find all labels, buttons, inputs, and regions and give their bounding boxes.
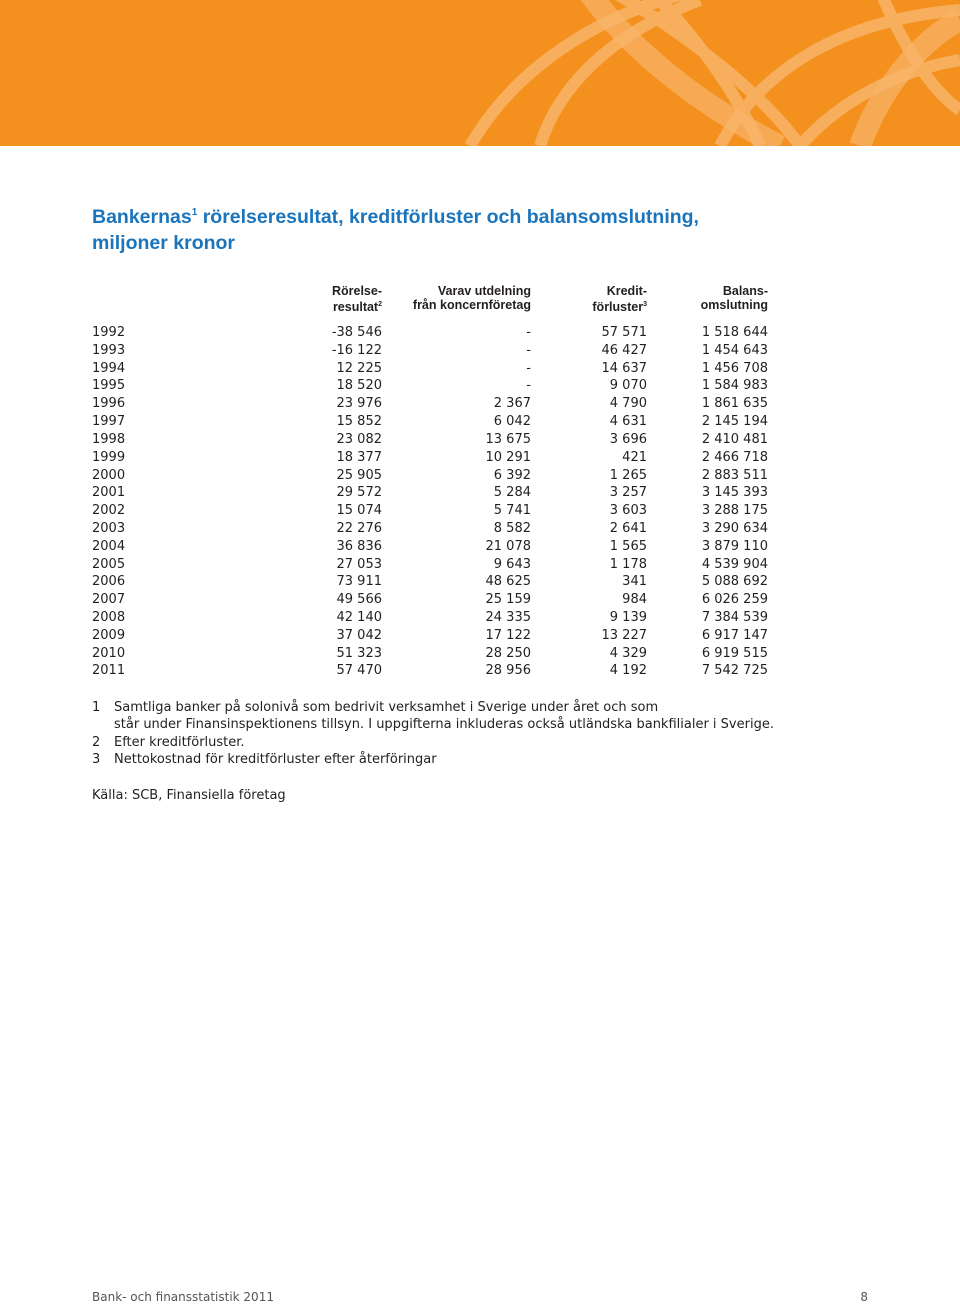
- result-cell: 15 074: [336, 503, 382, 518]
- result-cell: 73 911: [336, 574, 382, 589]
- balance-cell: 2 466 718: [701, 450, 768, 465]
- year-cell: 2010: [92, 646, 126, 661]
- column-header-result: [332, 284, 382, 314]
- result-cell: 25 905: [336, 468, 382, 483]
- column-header-balance: [701, 284, 768, 312]
- dividend-cell: 21 078: [485, 539, 531, 554]
- year-cell: 1994: [92, 361, 126, 376]
- footnote-text: [114, 699, 814, 733]
- header-text: resultat: [332, 300, 379, 314]
- table-title: [92, 200, 852, 256]
- footnote-number: 2: [92, 735, 101, 750]
- table-row: [0, 502, 960, 520]
- year-cell: 2006: [92, 574, 126, 589]
- header-text: Kredit-: [606, 284, 647, 298]
- table-row: [0, 395, 960, 413]
- balance-cell: 3 145 393: [701, 485, 768, 500]
- balance-cell: 5 088 692: [701, 574, 768, 589]
- table-row: [0, 538, 960, 556]
- balance-cell: 7 542 725: [701, 663, 768, 678]
- result-cell: 18 377: [336, 450, 382, 465]
- table-row: [0, 556, 960, 574]
- table-row: [0, 449, 960, 467]
- year-cell: 2001: [92, 485, 126, 500]
- table-row: [0, 431, 960, 449]
- result-cell: 49 566: [336, 592, 382, 607]
- header-text: Rörelse-: [331, 284, 382, 298]
- balance-cell: 6 917 147: [701, 628, 768, 643]
- dividend-cell: 6 042: [493, 414, 531, 429]
- footnote-1: [92, 699, 812, 733]
- title-text-line2: miljoner kronor: [92, 232, 236, 254]
- footnote-number: 3: [92, 752, 101, 767]
- page-number: 8: [860, 1290, 868, 1304]
- credit-losses-cell: 2 641: [609, 521, 647, 536]
- dividend-cell: 24 335: [485, 610, 531, 625]
- credit-losses-cell: 1 178: [609, 557, 647, 572]
- dividend-cell: 28 250: [485, 646, 531, 661]
- dividend-cell: 5 284: [493, 485, 531, 500]
- table-row: [0, 377, 960, 395]
- dividend-cell: 28 956: [485, 663, 531, 678]
- table-row: [0, 484, 960, 502]
- credit-losses-cell: 9 139: [609, 610, 647, 625]
- dividend-cell: 2 367: [493, 396, 531, 411]
- balance-cell: 1 861 635: [701, 396, 768, 411]
- footnote-2: [92, 734, 812, 751]
- year-cell: 2003: [92, 521, 126, 536]
- table-row: [0, 360, 960, 378]
- dividend-cell: 5 741: [493, 503, 531, 518]
- table-row: [0, 520, 960, 538]
- footnote-text-line: Samtliga banker på solonivå som bedrivit verksamhet i Sverige under året och som: [114, 700, 659, 715]
- credit-losses-cell: 1 265: [609, 468, 647, 483]
- result-cell: 51 323: [336, 646, 382, 661]
- result-cell: 29 572: [336, 485, 382, 500]
- year-cell: 1993: [92, 343, 126, 358]
- balance-cell: 6 026 259: [701, 592, 768, 607]
- dividend-cell: 17 122: [485, 628, 531, 643]
- balance-cell: 1 454 643: [701, 343, 768, 358]
- table-row: [0, 342, 960, 360]
- credit-losses-cell: 4 329: [609, 646, 647, 661]
- dividend-cell: 25 159: [485, 592, 531, 607]
- balance-cell: 3 290 634: [701, 521, 768, 536]
- result-cell: 27 053: [336, 557, 382, 572]
- result-cell: 15 852: [336, 414, 382, 429]
- year-cell: 1997: [92, 414, 126, 429]
- decorative-arcs: [0, 0, 960, 146]
- table-row: [0, 627, 960, 645]
- title-text-part2: rörelseresultat, kreditförluster och balansomslutning,: [197, 206, 699, 228]
- credit-losses-cell: 13 227: [601, 628, 647, 643]
- credit-losses-cell: 57 571: [601, 325, 647, 340]
- balance-cell: 2 883 511: [701, 468, 768, 483]
- balance-cell: 3 288 175: [701, 503, 768, 518]
- dividend-cell: 9 643: [493, 557, 531, 572]
- year-cell: 2011: [92, 663, 126, 678]
- result-cell: 57 470: [336, 663, 382, 678]
- result-cell: 22 276: [336, 521, 382, 536]
- year-cell: 2008: [92, 610, 126, 625]
- credit-losses-cell: 4 631: [609, 414, 647, 429]
- table-row: [0, 662, 960, 680]
- table-row: [0, 324, 960, 342]
- credit-losses-cell: 4 192: [609, 663, 647, 678]
- dividend-cell: -: [526, 343, 531, 358]
- dividend-cell: 13 675: [485, 432, 531, 447]
- result-cell: 36 836: [336, 539, 382, 554]
- result-cell: -16 122: [331, 343, 382, 358]
- header-text: från koncernföretag: [412, 298, 531, 312]
- table-row: [0, 591, 960, 609]
- title-footnote-ref: 1: [191, 207, 198, 218]
- credit-losses-cell: 1 565: [609, 539, 647, 554]
- credit-losses-cell: 3 696: [609, 432, 647, 447]
- result-cell: 23 082: [336, 432, 382, 447]
- result-cell: 23 976: [336, 396, 382, 411]
- balance-cell: 1 456 708: [701, 361, 768, 376]
- credit-losses-cell: 46 427: [601, 343, 647, 358]
- header-banner: [0, 0, 960, 146]
- result-cell: -38 546: [331, 325, 382, 340]
- year-cell: 1992: [92, 325, 126, 340]
- dividend-cell: -: [526, 325, 531, 340]
- result-cell: 18 520: [336, 378, 382, 393]
- table-row: [0, 467, 960, 485]
- column-header-dividend: [413, 284, 531, 312]
- year-cell: 2000: [92, 468, 126, 483]
- year-cell: 1999: [92, 450, 126, 465]
- header-text: Balans-: [722, 284, 768, 298]
- footnote-text-line: står under Finansinspektionens tillsyn. I uppgifterna inkluderas också utländska bankfilialer i Sverige.: [114, 717, 774, 732]
- balance-cell: 2 145 194: [701, 414, 768, 429]
- footnote-text: Nettokostnad för kreditförluster efter återföringar: [114, 752, 437, 767]
- credit-losses-cell: 14 637: [601, 361, 647, 376]
- header-text: omslutning: [700, 298, 768, 312]
- footnote-3: [92, 751, 812, 768]
- result-cell: 37 042: [336, 628, 382, 643]
- year-cell: 2005: [92, 557, 126, 572]
- credit-losses-cell: 421: [622, 450, 647, 465]
- credit-losses-cell: 341: [622, 574, 647, 589]
- balance-cell: 1 518 644: [701, 325, 768, 340]
- header-footnote-ref: 2: [378, 301, 382, 308]
- balance-cell: 1 584 983: [701, 378, 768, 393]
- footnote-text: Efter kreditförluster.: [114, 735, 245, 750]
- header-text: förluster: [592, 300, 644, 314]
- dividend-cell: -: [526, 378, 531, 393]
- year-cell: 2009: [92, 628, 126, 643]
- credit-losses-cell: 984: [622, 592, 647, 607]
- title-text-part1: Bankernas: [92, 206, 192, 228]
- table-row: [0, 609, 960, 627]
- table-row: [0, 573, 960, 591]
- credit-losses-cell: 3 257: [609, 485, 647, 500]
- credit-losses-cell: 3 603: [609, 503, 647, 518]
- year-cell: 1998: [92, 432, 126, 447]
- footnote-number: 1: [92, 700, 101, 715]
- balance-cell: 6 919 515: [701, 646, 768, 661]
- credit-losses-cell: 4 790: [609, 396, 647, 411]
- result-cell: 42 140: [336, 610, 382, 625]
- source-note: Källa: SCB, Finansiella företag: [92, 788, 286, 803]
- header-footnote-ref: 3: [643, 301, 647, 308]
- dividend-cell: 8 582: [493, 521, 531, 536]
- column-header-credit-losses: [592, 284, 647, 314]
- credit-losses-cell: 9 070: [609, 378, 647, 393]
- balance-cell: 4 539 904: [701, 557, 768, 572]
- balance-cell: 3 879 110: [701, 539, 768, 554]
- year-cell: 2002: [92, 503, 126, 518]
- publication-title: Bank- och finansstatistik 2011: [92, 1290, 274, 1304]
- dividend-cell: 10 291: [485, 450, 531, 465]
- dividend-cell: 6 392: [493, 468, 531, 483]
- balance-cell: 7 384 539: [701, 610, 768, 625]
- year-cell: 1995: [92, 378, 126, 393]
- result-cell: 12 225: [336, 361, 382, 376]
- balance-cell: 2 410 481: [701, 432, 768, 447]
- year-cell: 2007: [92, 592, 126, 607]
- header-text: Varav utdelning: [437, 284, 531, 298]
- year-cell: 2004: [92, 539, 126, 554]
- dividend-cell: -: [526, 361, 531, 376]
- table-row: [0, 413, 960, 431]
- year-cell: 1996: [92, 396, 126, 411]
- dividend-cell: 48 625: [485, 574, 531, 589]
- table-row: [0, 645, 960, 663]
